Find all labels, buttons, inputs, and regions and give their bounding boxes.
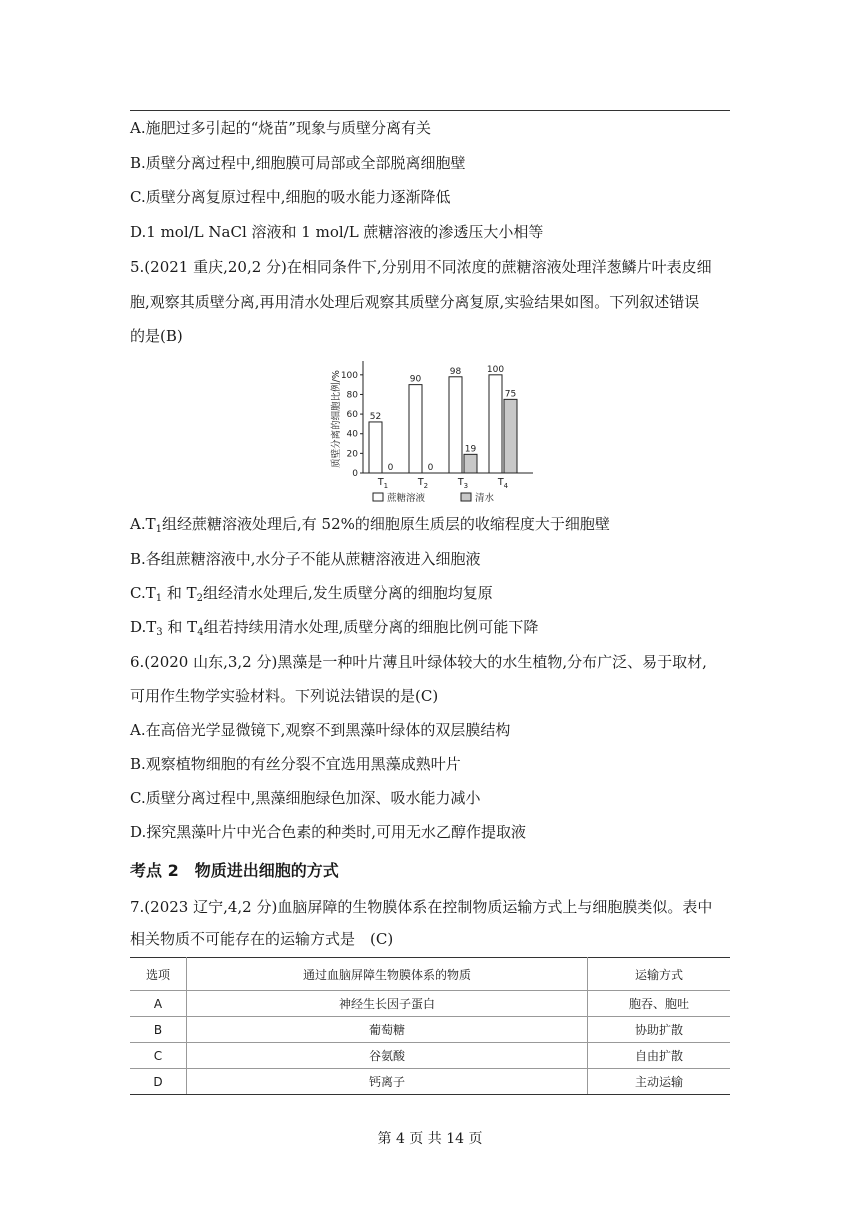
table-row [130,1043,730,1069]
table-cell: 自由扩散 [588,1043,731,1069]
y-tick-label: 20 [346,449,358,460]
q6-option-d: D.探究黑藻叶片中光合色素的种类时,可用无水乙醇作提取液 [130,823,527,841]
q6-stem-line-1: 6.(2020 山东,3,2 分)黑藻是一种叶片薄且叶绿体较大的水生植物,分布广泛、易于取材, [130,653,707,671]
data-label: 52 [369,411,382,422]
table-header-row [130,958,730,991]
table-cell: 协助扩散 [588,1017,731,1043]
data-label: 90 [409,374,422,385]
data-label: 0 [427,463,434,473]
table-cell: 主动运输 [588,1069,731,1095]
q5-stem-line-3: 的是(B) [130,327,183,345]
y-tick-label: 60 [346,410,358,421]
table-header-option: 选项 [130,958,187,991]
q5-option-a: $A.T_1$组经蔗糖溶液处理后,有 52%的细胞原生质层的收缩程度大于细胞壁 [130,515,610,535]
table-header-method: 运输方式 [588,958,731,991]
q4-option-c: C.质壁分离复原过程中,细胞的吸水能力逐渐降低 [130,188,451,206]
x-tick-label: $T_4$ [497,477,509,490]
q6-option-c: C.质壁分离过程中,黑藻细胞绿色加深、吸水能力减小 [130,789,481,807]
bar-chart [325,345,545,505]
q6-option-b: B.观察植物细胞的有丝分裂不宜选用黑藻成熟叶片 [130,755,461,773]
y-tick-label: 0 [352,469,358,479]
table-cell: B [130,1017,187,1043]
table-cell: 神经生长因子蛋白 [187,991,588,1017]
q7-stem-line-2: 相关物质不可能存在的运输方式是 (C) [130,930,394,948]
section-heading: 考点 2 物质进出细胞的方式 [130,861,339,880]
table-row [130,991,730,1017]
q4-option-b: B.质壁分离过程中,细胞膜可局部或全部脱离细胞壁 [130,154,466,172]
data-label: 0 [387,463,394,473]
y-tick-label: 100 [340,370,358,381]
bar [409,385,422,473]
bar [369,422,382,473]
q5-option-d: $D.T_3$ 和 $T_4$组若持续用清水处理,质壁分离的细胞比例可能下降 [130,618,539,638]
data-label: 100 [486,364,505,375]
x-tick-label: $T_3$ [457,477,469,490]
q4-option-d: D.1 mol/L NaCl 溶液和 1 mol/L 蔗糖溶液的渗透压大小相等 [130,223,544,241]
q4-option-a: A.施肥过多引起的“烧苗”现象与质壁分离有关 [130,119,431,137]
table-cell: A [130,991,187,1017]
legend-swatch [373,493,383,501]
y-axis-label: 质壁分离的细胞比例/% [331,370,342,468]
q5-stem-line-1: 5.(2021 重庆,20,2 分)在相同条件下,分别用不同浓度的蔗糖溶液处理洋葱鳞片叶表皮细 [130,258,712,276]
q5-stem-line-2: 胞,观察其质壁分离,再用清水处理后观察其质壁分离复原,实验结果如图。下列叙述错误 [130,293,700,311]
table-header-substance: 通过血脑屏障生物膜体系的物质 [187,958,588,991]
table-cell: 胞吞、胞吐 [588,991,731,1017]
q7-stem-line-1: 7.(2023 辽宁,4,2 分)血脑屏障的生物膜体系在控制物质运输方式上与细胞膜类似。表中 [130,898,713,916]
legend-label: 蔗糖溶液 [387,493,426,504]
x-tick-label: $T_2$ [417,477,429,490]
transport-table [130,957,730,1095]
bar [489,375,502,473]
table-cell: 钙离子 [187,1069,588,1095]
q6-stem-line-2: 可用作生物学实验材料。下列说法错误的是(C) [130,687,439,705]
bar [464,454,477,473]
table-row [130,1069,730,1095]
q6-option-a: A.在高倍光学显微镜下,观察不到黑藻叶绿体的双层膜结构 [130,721,511,739]
table-row [130,1017,730,1043]
y-tick-label: 80 [346,390,358,401]
q5-option-b: B.各组蔗糖溶液中,水分子不能从蔗糖溶液进入细胞液 [130,550,481,568]
data-label: 98 [449,366,462,377]
bar [449,377,462,473]
table-cell: 葡萄糖 [187,1017,588,1043]
table-cell: 谷氨酸 [187,1043,588,1069]
legend-label: 清水 [475,493,495,504]
data-label: 19 [464,444,477,455]
q5-option-c: $C.T_1$ 和 $T_2$组经清水处理后,发生质壁分离的细胞均复原 [130,584,493,604]
x-tick-label: $T_1$ [377,477,389,490]
bar [504,399,517,473]
top-rule [130,110,730,111]
legend-swatch [461,493,471,501]
data-label: 75 [504,389,517,400]
y-tick-label: 40 [346,429,358,440]
page-footer: 第 4 页 共 14 页 [377,1131,483,1147]
table-cell: C [130,1043,187,1069]
table-cell: D [130,1069,187,1095]
